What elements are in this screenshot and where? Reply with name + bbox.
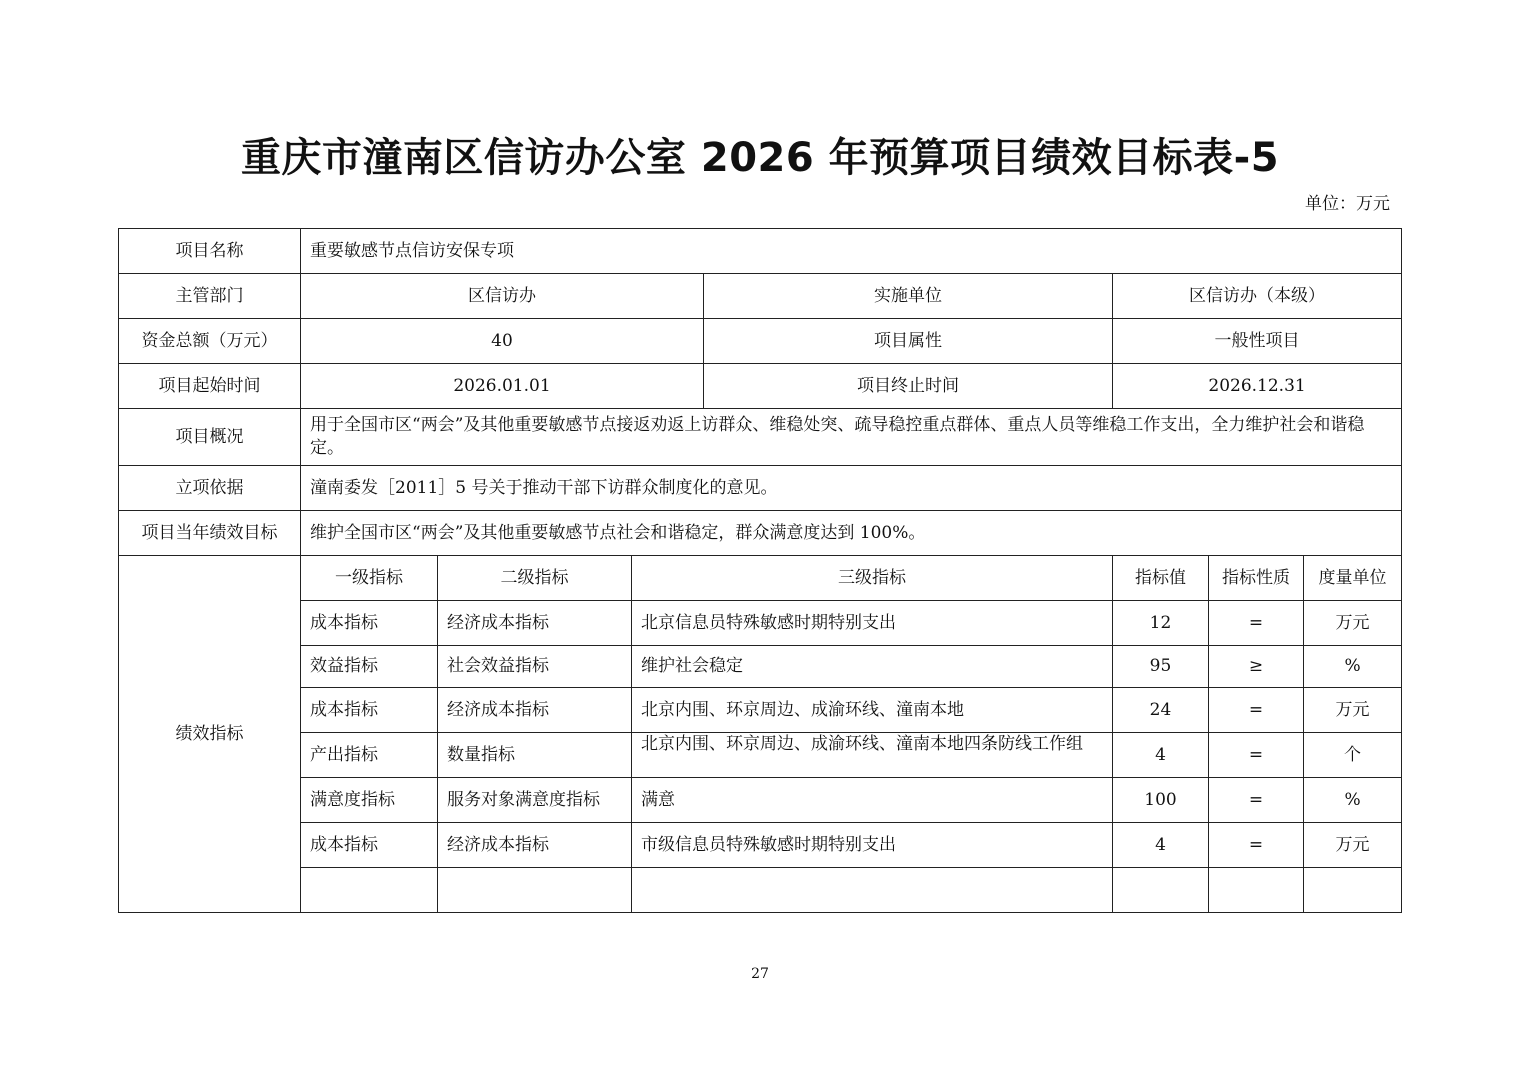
impl-value: 区信访办（本级） bbox=[1113, 274, 1402, 319]
end-label: 项目终止时间 bbox=[704, 364, 1113, 409]
value-cell bbox=[1113, 868, 1209, 913]
unit-label: 单位：万元 bbox=[1305, 194, 1390, 214]
basis-value: 潼南委发［2011］5 号关于推动干部下访群众制度化的意见。 bbox=[301, 466, 1402, 511]
table-row bbox=[119, 733, 1402, 778]
overview-value: 用于全国市区“两会”及其他重要敏感节点接返劝返上访群众、维稳处突、疏导稳控重点群体、重点人员等维稳工作支出，全力维护社会和谐稳定。 bbox=[301, 409, 1402, 466]
row-basis bbox=[119, 466, 1402, 511]
unit-cell: % bbox=[1304, 646, 1402, 688]
project-name-label: 项目名称 bbox=[119, 229, 301, 274]
dept-value: 区信访办 bbox=[301, 274, 704, 319]
nature-cell: = bbox=[1209, 601, 1304, 646]
indicator-header-row bbox=[119, 556, 1402, 601]
level1-cell: 成本指标 bbox=[301, 688, 438, 733]
nature-cell: = bbox=[1209, 688, 1304, 733]
attr-label: 项目属性 bbox=[704, 319, 1113, 364]
nature-cell: ≥ bbox=[1209, 646, 1304, 688]
nature-cell: = bbox=[1209, 733, 1304, 778]
header-level2: 二级指标 bbox=[438, 556, 632, 601]
attr-value: 一般性项目 bbox=[1113, 319, 1402, 364]
goal-value: 维护全国市区“两会”及其他重要敏感节点社会和谐稳定，群众满意度达到 100%。 bbox=[301, 511, 1402, 556]
level1-cell: 效益指标 bbox=[301, 646, 438, 688]
table-row bbox=[119, 778, 1402, 823]
row-project-name bbox=[119, 229, 1402, 274]
goal-label: 项目当年绩效目标 bbox=[119, 511, 301, 556]
level3-cell: 满意 bbox=[632, 778, 1113, 823]
end-value: 2026.12.31 bbox=[1113, 364, 1402, 409]
level3-cell: 维护社会稳定 bbox=[632, 646, 1113, 688]
value-cell: 95 bbox=[1113, 646, 1209, 688]
row-overview bbox=[119, 409, 1402, 466]
level1-cell: 成本指标 bbox=[301, 601, 438, 646]
level1-cell: 满意度指标 bbox=[301, 778, 438, 823]
value-cell: 4 bbox=[1113, 823, 1209, 868]
value-cell: 100 bbox=[1113, 778, 1209, 823]
level3-text: 北京内围、环京周边、成渝环线、潼南本地四条防线工作组 bbox=[641, 734, 1083, 754]
unit-cell: 万元 bbox=[1304, 601, 1402, 646]
page-number: 27 bbox=[751, 966, 769, 982]
nature-cell bbox=[1209, 868, 1304, 913]
level3-cell: 市级信息员特殊敏感时期特别支出 bbox=[632, 823, 1113, 868]
level2-cell: 社会效益指标 bbox=[438, 646, 632, 688]
page-title: 重庆市潼南区信访办公室 2026 年预算项目绩效目标表-5 bbox=[240, 135, 1280, 181]
unit-cell: 万元 bbox=[1304, 688, 1402, 733]
table-row bbox=[119, 688, 1402, 733]
nature-cell: = bbox=[1209, 823, 1304, 868]
level1-cell bbox=[301, 868, 438, 913]
row-fund bbox=[119, 319, 1402, 364]
level2-cell bbox=[438, 868, 632, 913]
level3-cell bbox=[632, 733, 1113, 778]
unit-cell: 万元 bbox=[1304, 823, 1402, 868]
fund-value: 40 bbox=[301, 319, 704, 364]
table-row bbox=[119, 601, 1402, 646]
header-nature: 指标性质 bbox=[1209, 556, 1304, 601]
level2-cell: 经济成本指标 bbox=[438, 601, 632, 646]
unit-cell bbox=[1304, 868, 1402, 913]
start-value: 2026.01.01 bbox=[301, 364, 704, 409]
row-time bbox=[119, 364, 1402, 409]
level2-cell: 经济成本指标 bbox=[438, 688, 632, 733]
start-label: 项目起始时间 bbox=[119, 364, 301, 409]
level2-cell: 经济成本指标 bbox=[438, 823, 632, 868]
overview-label: 项目概况 bbox=[119, 409, 301, 466]
level1-cell: 成本指标 bbox=[301, 823, 438, 868]
value-cell: 4 bbox=[1113, 733, 1209, 778]
basis-label: 立项依据 bbox=[119, 466, 301, 511]
table-row-empty bbox=[119, 868, 1402, 913]
table-row bbox=[119, 823, 1402, 868]
level3-cell: 北京信息员特殊敏感时期特别支出 bbox=[632, 601, 1113, 646]
dept-label: 主管部门 bbox=[119, 274, 301, 319]
header-unit: 度量单位 bbox=[1304, 556, 1402, 601]
row-department bbox=[119, 274, 1402, 319]
project-name-value: 重要敏感节点信访安保专项 bbox=[301, 229, 1402, 274]
level2-cell: 服务对象满意度指标 bbox=[438, 778, 632, 823]
table-row bbox=[119, 646, 1402, 688]
value-cell: 24 bbox=[1113, 688, 1209, 733]
header-value: 指标值 bbox=[1113, 556, 1209, 601]
value-cell: 12 bbox=[1113, 601, 1209, 646]
row-goal bbox=[119, 511, 1402, 556]
fund-label: 资金总额（万元） bbox=[119, 319, 301, 364]
header-level1: 一级指标 bbox=[301, 556, 438, 601]
level3-cell: 北京内围、环京周边、成渝环线、潼南本地 bbox=[632, 688, 1113, 733]
performance-table bbox=[118, 228, 1402, 913]
nature-cell: = bbox=[1209, 778, 1304, 823]
unit-cell: 个 bbox=[1304, 733, 1402, 778]
indicator-section-label: 绩效指标 bbox=[119, 556, 301, 913]
level3-cell bbox=[632, 868, 1113, 913]
unit-cell: % bbox=[1304, 778, 1402, 823]
level2-cell: 数量指标 bbox=[438, 733, 632, 778]
impl-label: 实施单位 bbox=[704, 274, 1113, 319]
header-level3: 三级指标 bbox=[632, 556, 1113, 601]
level1-cell: 产出指标 bbox=[301, 733, 438, 778]
